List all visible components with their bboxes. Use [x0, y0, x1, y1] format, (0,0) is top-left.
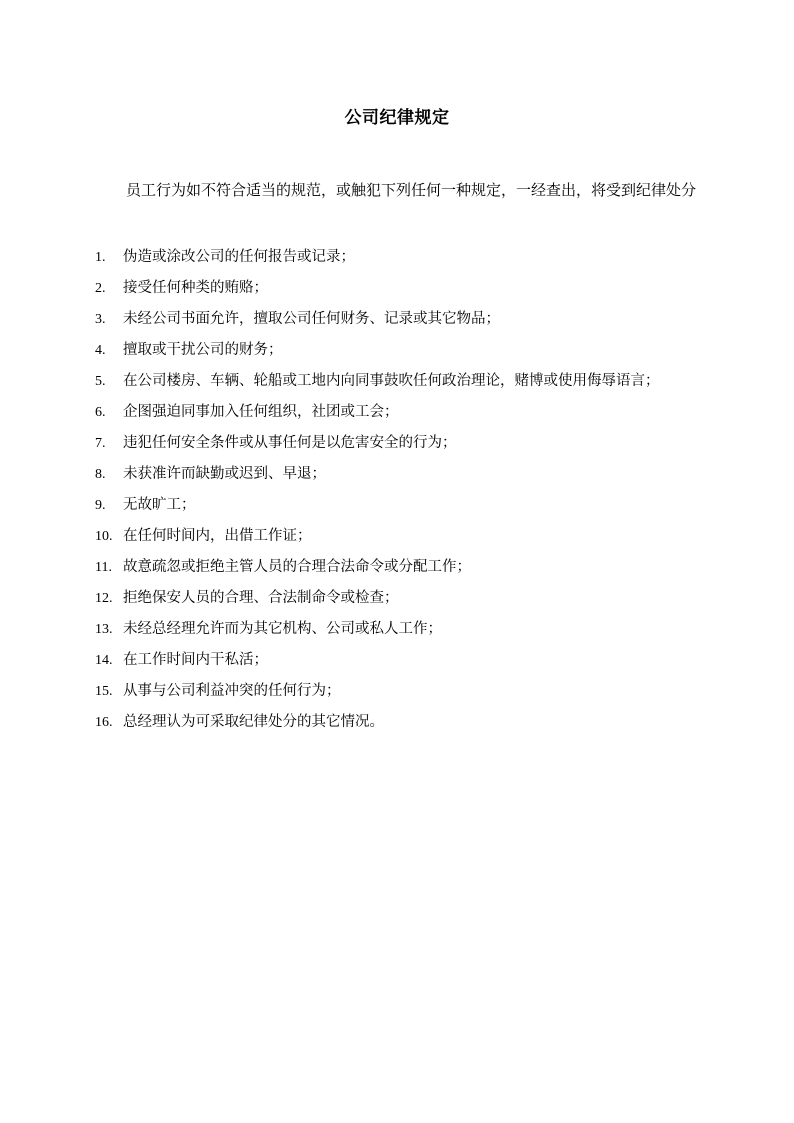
rule-number: 4. [95, 343, 106, 358]
rule-number: 3. [95, 312, 106, 327]
rule-text: 企图强迫同事加入任何组织，社团或工会； [123, 404, 399, 420]
rule-number: 14. [95, 653, 113, 668]
rule-number: 7. [95, 436, 106, 451]
rule-text: 总经理认为可采取纪律处分的其它情况。 [123, 714, 384, 730]
intro-paragraph: 员工行为如不符合适当的规范，或触犯下列任何一种规定，一经查出，将受到纪律处分 [126, 181, 697, 199]
rule-text: 未经公司书面允许，擅取公司任何财务、记录或其它物品； [123, 311, 500, 327]
rule-text: 无故旷工； [123, 497, 196, 513]
rule-text: 未获准许而缺勤或迟到、早退； [123, 466, 326, 482]
rule-text: 在公司楼房、车辆、轮船或工地内向同事鼓吹任何政治理论，赌博或使用侮辱语言； [123, 373, 660, 389]
rule-number: 10. [95, 529, 113, 544]
rule-number: 16. [95, 715, 113, 730]
rule-number: 9. [95, 498, 106, 513]
rule-text: 未经总经理允许而为其它机构、公司或私人工作； [123, 621, 442, 637]
rule-number: 12. [95, 591, 113, 606]
rule-text: 在工作时间内干私活； [123, 652, 268, 668]
rule-number: 6. [95, 405, 106, 420]
rule-text: 擅取或干扰公司的财务； [123, 342, 283, 358]
document-title: 公司纪律规定 [344, 108, 450, 128]
rule-number: 8. [95, 467, 106, 482]
rule-text: 伪造或涂改公司的任何报告或记录； [123, 249, 355, 265]
rule-text: 拒绝保安人员的合理、合法制命令或检查； [123, 590, 399, 606]
rule-text: 接受任何种类的贿赂； [123, 280, 268, 296]
rule-text: 故意疏忽或拒绝主管人员的合理合法命令或分配工作； [123, 559, 471, 575]
rule-number: 11. [95, 560, 112, 575]
rule-number: 15. [95, 684, 113, 699]
rule-number: 13. [95, 622, 113, 637]
rule-number: 5. [95, 374, 106, 389]
rule-text: 违犯任何安全条件或从事任何是以危害安全的行为； [123, 435, 457, 451]
rule-number: 1. [95, 250, 106, 265]
rule-text: 从事与公司利益冲突的任何行为； [123, 683, 341, 699]
rule-text: 在任何时间内，出借工作证； [123, 528, 312, 544]
rule-number: 2. [95, 281, 106, 296]
